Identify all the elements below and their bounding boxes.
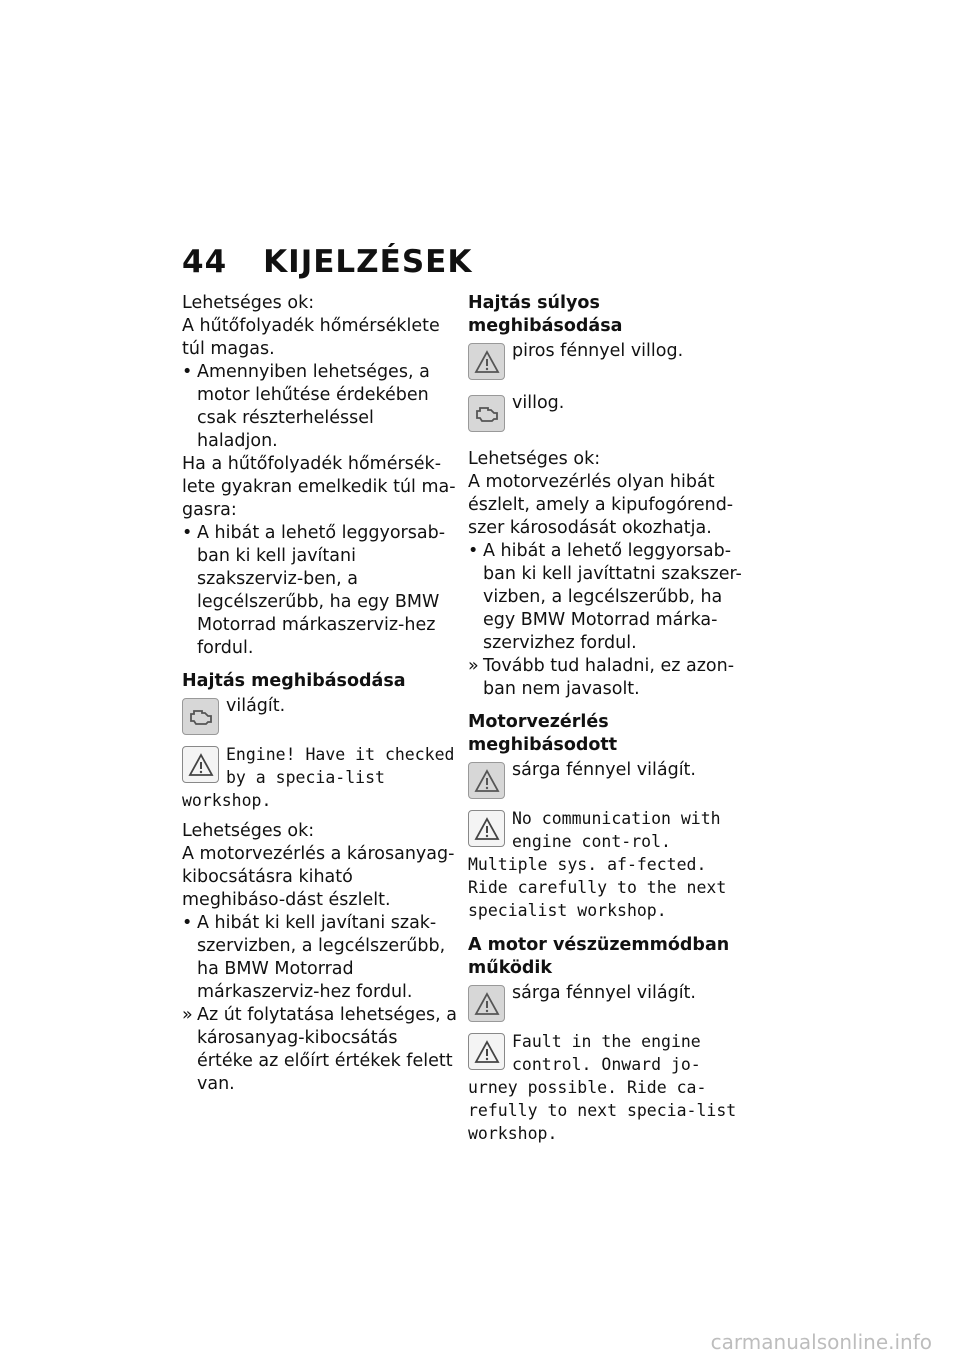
section-heading: Motorvezérlés meghibásodott bbox=[468, 712, 618, 755]
bullet-item: • Amennyiben lehetséges, a motor lehűtése érdekében csak részterheléssel haladjon. bbox=[182, 362, 430, 451]
indicator-row bbox=[468, 392, 743, 440]
display-message: Fault in the engine control. Onward jo-urney possible. Ride ca-refully to next specia-list workshop. bbox=[468, 1032, 737, 1143]
result-item: » Az út folytatása lehetséges, a károsanyag-kibocsátás értéke az előírt értékek felett van. bbox=[182, 1005, 457, 1094]
emission-cause-text: A motorvezérlés a károsanyag-kibocsátásra kiható meghibáso-dást észlelt. bbox=[182, 844, 455, 910]
possible-cause-label: Lehetséges ok: bbox=[468, 449, 601, 469]
page-title: KIJELZÉSEK bbox=[263, 244, 473, 280]
warning-message-block bbox=[182, 743, 457, 812]
warning-triangle-icon bbox=[468, 810, 505, 847]
section-heading: Hajtás súlyos meghibásodása bbox=[468, 293, 623, 336]
warning-message-block bbox=[468, 1030, 743, 1145]
display-message: No communication with engine cont-rol. Multiple sys. af-fected. Ride carefully to the next specialist workshop. bbox=[468, 809, 727, 920]
indicator-row bbox=[182, 695, 457, 739]
indicator-state-text: piros fénnyel villog. bbox=[512, 341, 684, 361]
indicator-state-text: világít. bbox=[226, 696, 286, 716]
possible-cause-label: Lehetséges ok: bbox=[182, 293, 315, 313]
bullet-item: • A hibát ki kell javítani szak-szervizben, a legcélszerűbb, ha BMW Motorrad márkaszerviz-hez fordul. bbox=[182, 913, 446, 1002]
indicator-row bbox=[468, 759, 743, 803]
warning-triangle-icon bbox=[468, 762, 505, 799]
bullet-item: • A hibát a lehető leggyorsab-ban ki kell javíttatni szakszer-vizben, a legcélszerűbb, ha egy BMW Motorrad márka-szervizhez fordul. bbox=[468, 541, 742, 653]
right-column bbox=[468, 292, 743, 1145]
exhaust-cause-text: A motorvezérlés olyan hibát észlelt, amely a kipufogórend-szer károsodását okozhatja. bbox=[468, 472, 734, 538]
possible-cause-label: Lehetséges ok: bbox=[182, 821, 315, 841]
engine-check-icon bbox=[182, 698, 219, 735]
section-heading: Hajtás meghibásodása bbox=[182, 671, 406, 691]
left-column bbox=[182, 292, 457, 1096]
warning-message-block bbox=[468, 807, 743, 922]
warning-triangle-icon bbox=[468, 985, 505, 1022]
coolant-cause-text: A hűtőfolyadék hőmérséklete túl magas. bbox=[182, 316, 440, 359]
indicator-row bbox=[468, 340, 743, 388]
indicator-state-text: sárga fénnyel világít. bbox=[512, 983, 696, 1003]
warning-triangle-icon bbox=[182, 746, 219, 783]
indicator-state-text: sárga fénnyel világít. bbox=[512, 760, 696, 780]
engine-check-icon bbox=[468, 395, 505, 432]
bullet-item: • A hibát a lehető leggyorsab-ban ki kell javítani szakszerviz-ben, a legcélszerűbb, ha egy BMW Motorrad márkaszerviz-hez fordul. bbox=[182, 523, 446, 658]
coolant-frequent-text: Ha a hűtőfolyadék hőmérsék-lete gyakran emelkedik túl ma-gasra: bbox=[182, 454, 456, 520]
display-message: Engine! Have it checked by a specia-list workshop. bbox=[182, 745, 455, 810]
site-watermark: carmanualsonline.info bbox=[710, 1330, 932, 1354]
result-item: » Tovább tud haladni, ez azon-ban nem javasolt. bbox=[468, 656, 735, 699]
warning-triangle-icon bbox=[468, 1033, 505, 1070]
page-header bbox=[182, 244, 472, 280]
indicator-row bbox=[468, 982, 743, 1026]
page-number: 44 bbox=[182, 244, 228, 280]
indicator-state-text: villog. bbox=[512, 393, 565, 413]
warning-triangle-icon bbox=[468, 343, 505, 380]
section-heading: A motor vészüzemmódban működik bbox=[468, 935, 730, 978]
